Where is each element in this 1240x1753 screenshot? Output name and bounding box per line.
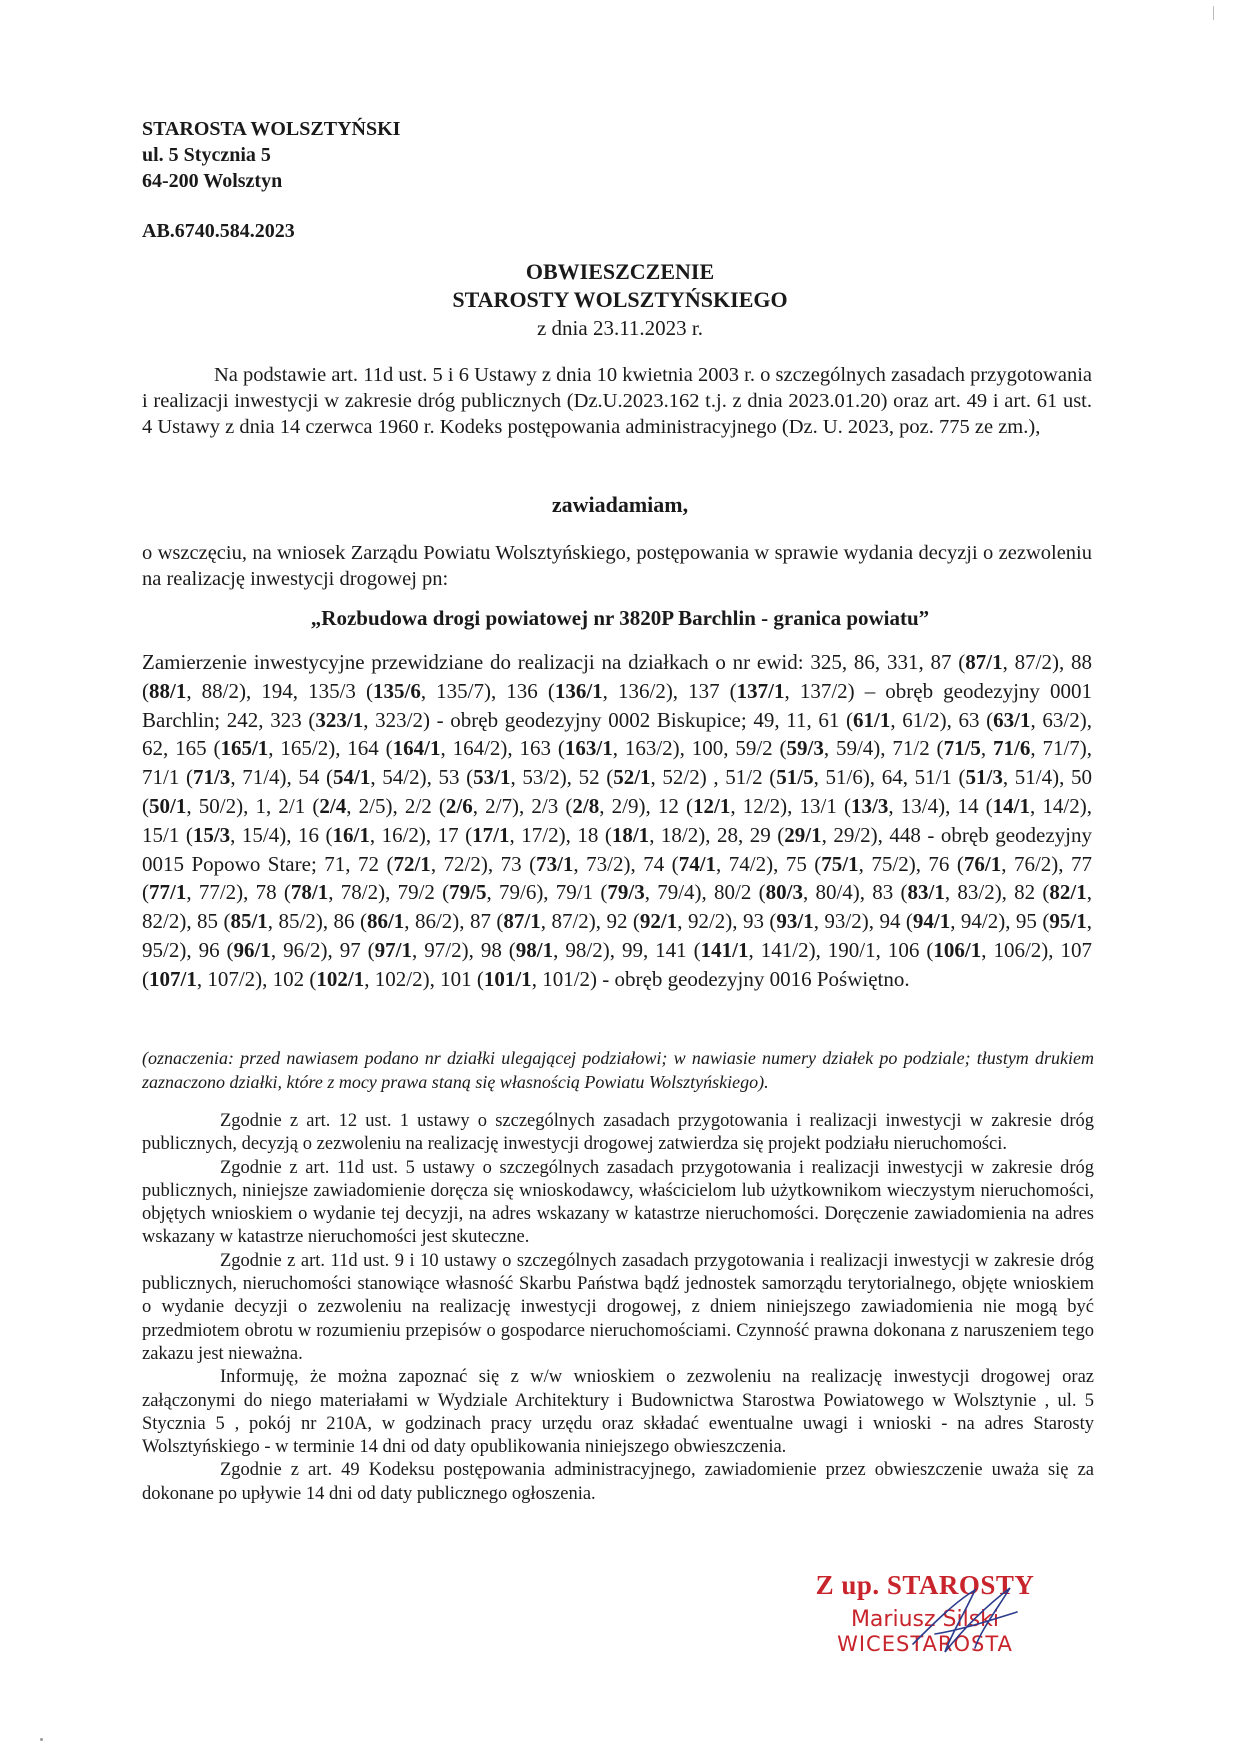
- document-date: z dnia 23.11.2023 r.: [536, 316, 704, 340]
- stamp-signatory-title: WICESTAROSTA: [837, 1632, 1013, 1656]
- document-issuer: STAROSTY WOLSZTYŃSKIEGO: [452, 287, 788, 312]
- paragraph-art-11d-5: Zgodnie z art. 11d ust. 5 ustawy o szczególnych zasadach przygotowania i realizacji inwestycji w zakresie dróg publicznych, niniejsze zawiadomienie doręcza się wnioskodawcy, właścicielom lub użytkownikom wieczystym nieruchomości, objętych wnioskiem o wydanie tej decyzji, na adres wskazany w katastrze nieruchomości. Doręczenie zawiadomienia na adres wskazany w katastrze nieruchomości jest skuteczne.: [142, 1157, 1094, 1248]
- scan-dot: [40, 1738, 43, 1741]
- legal-basis-paragraph: Na podstawie art. 11d ust. 5 i 6 Ustawy z dnia 10 kwietnia 2003 r. o szczególnych zasadach przygotowania i realizacji inwestycji w zakresie dróg publicznych (Dz.U.2023.162 t.j. z dnia 2023.01.20) oraz art. 49 i art. 61 ust. 4 Ustawy z dnia 14 czerwca 1960 r. Kodeks postępowania administracyjnego (Dz. U. 2023, poz. 775 ze zm.),: [142, 364, 1092, 438]
- paragraph-art-12: Zgodnie z art. 12 ust. 1 ustawy o szczególnych zasadach przygotowania i realizacji inwestycji w zakresie dróg publicznych, decyzją o zezwoleniu na realizację inwestycji drogowej zatwierdza się projekt podziału nieruchomości.: [142, 1111, 1094, 1155]
- sender-street: ul. 5 Stycznia 5: [142, 144, 271, 166]
- paragraph-information: Informuję, że można zapoznać się z w/w wnioskiem o zezwoleniu na realizację inwestycji drogowej oraz załączonymi do niego materiałami w Wydziale Architektury i Budownictwa Starostwa Powiatowego w Wolsztynie , ul. 5 Stycznia 5 , pokój nr 210A, w godzinach pracy urzędu oraz składać ewentualne uwagi i wnioski - na adres Starosty Wolsztyńskiego - w terminie 14 dni od daty opublikowania niniejszego obwieszczenia.: [142, 1367, 1094, 1458]
- announcement-heading: zawiadamiam,: [551, 492, 689, 517]
- investment-name: „Rozbudowa drogi powiatowej nr 3820P Barchlin - granica powiatu”: [310, 606, 930, 630]
- stamp-authorization: Z up. STAROSTY: [815, 1570, 1035, 1600]
- sender-name: STAROSTA WOLSZTYŃSKI: [142, 118, 401, 140]
- initiation-paragraph: o wszczęciu, na wniosek Zarządu Powiatu Wolsztyńskiego, postępowania w sprawie wydania decyzji o zezwoleniu na realizację inwestycji drogowej pn:: [142, 542, 1092, 590]
- paragraph-art-11d-9-10: Zgodnie z art. 11d ust. 9 i 10 ustawy o szczególnych zasadach przygotowania i realizacji inwestycji w zakresie dróg publicznych, nieruchomości stanowiące własność Skarbu Państwa bądź jednostek samorządu terytorialnego, objęte wnioskiem o wydanie decyzji o zezwoleniu na realizację inwestycji drogowej, z dniem niniejszego zawiadomienia nie mogą być przedmiotem obrotu w rozumieniu przepisów o gospodarce nieruchomościami. Czynność prawna dokonana z naruszeniem tego zakazu jest nieważna.: [142, 1250, 1094, 1364]
- stamp-signatory-name: Mariusz Silski: [850, 1607, 1000, 1632]
- paragraph-art-49: Zgodnie z art. 49 Kodeksu postępowania administracyjnego, zawiadomienie przez obwieszczenie uważa się za dokonane po upływie 14 dni od daty publicznego ogłoszenia.: [142, 1460, 1094, 1504]
- legend-note: (oznaczenia: przed nawiasem podano nr działki ulegającej podziałowi; w nawiasie numery działek po podziale; tłustym drukiem zaznaczono działki, które z mocy prawa staną się własnością Powiatu Wolsztyńskiego).: [142, 1048, 1094, 1092]
- sender-address: [142, 116, 400, 194]
- handwritten-signature: [905, 1582, 1025, 1662]
- sender-city: 64-200 Wolsztyn: [142, 170, 283, 192]
- case-reference: AB.6740.584.2023: [142, 220, 295, 242]
- body-paragraphs: [142, 1110, 1094, 1506]
- scan-mark: [1213, 6, 1214, 20]
- parcels-paragraph: Zamierzenie inwestycyjne przewidziane do realizacji na działkach o nr ewid: 325, 86, 331, 87 (87/1, 87/2), 88 (88/1, 88/2), 194, 135/3 (135/6, 135/7), 136 (136/1, 136/2), 137 (137/1, 137/2) – obręb geodezyjny 0001 Barchlin; 242, 323 (323/1, 323/2) - obręb geodezyjny 0002 Biskupice; 49, 11, 61 (61/1, 61/2), 63 (63/1, 63/2), 62, 165 (165/1, 165/2), 164 (164/1, 164/2), 163 (163/1, 163/2), 100, 59/2 (59/3, 59/4), 71/2 (71/5, 71/6, 71/7), 71/1 (71/3, 71/4), 54 (54/1, 54/2), 53 (53/1, 53/2), 52 (52/1, 52/2) , 51/2 (51/5, 51/6), 64, 51/1 (51/3, 51/4), 50 (50/1, 50/2), 1, 2/1 (2/4, 2/5), 2/2 (2/6, 2/7), 2/3 (2/8, 2/9), 12 (12/1, 12/2), 13/1 (13/3, 13/4), 14 (14/1, 14/2), 15/1 (15/3, 15/4), 16 (16/1, 16/2), 17 (17/1, 17/2), 18 (18/1, 18/2), 28, 29 (29/1, 29/2), 448 - obręb geodezyjny 0015 Popowo Stare; 71, 72 (72/1, 72/2), 73 (73/1, 73/2), 74 (74/1, 74/2), 75 (75/1, 75/2), 76 (76/1, 76/2), 77 (77/1, 77/2), 78 (78/1, 78/2), 79/2 (79/5, 79/6), 79/1 (79/3, 79/4), 80/2 (80/3, 80/4), 83 (83/1, 83/2), 82 (82/1, 82/2), 85 (85/1, 85/2), 86 (86/1, 86/2), 87 (87/1, 87/2), 92 (92/1, 92/2), 93 (93/1, 93/2), 94 (94/1, 94/2), 95 (95/1, 95/2), 96 (96/1, 96/2), 97 (97/1, 97/2), 98 (98/1, 98/2), 99, 141 (141/1, 141/2), 190/1, 106 (106/1, 106/2), 107 (107/1, 107/2), 102 (102/1, 102/2), 101 (101/1, 101/2) - obręb geodezyjny 0016 Poświętno.: [142, 650, 1093, 991]
- document-title: OBWIESZCZENIE: [525, 259, 715, 284]
